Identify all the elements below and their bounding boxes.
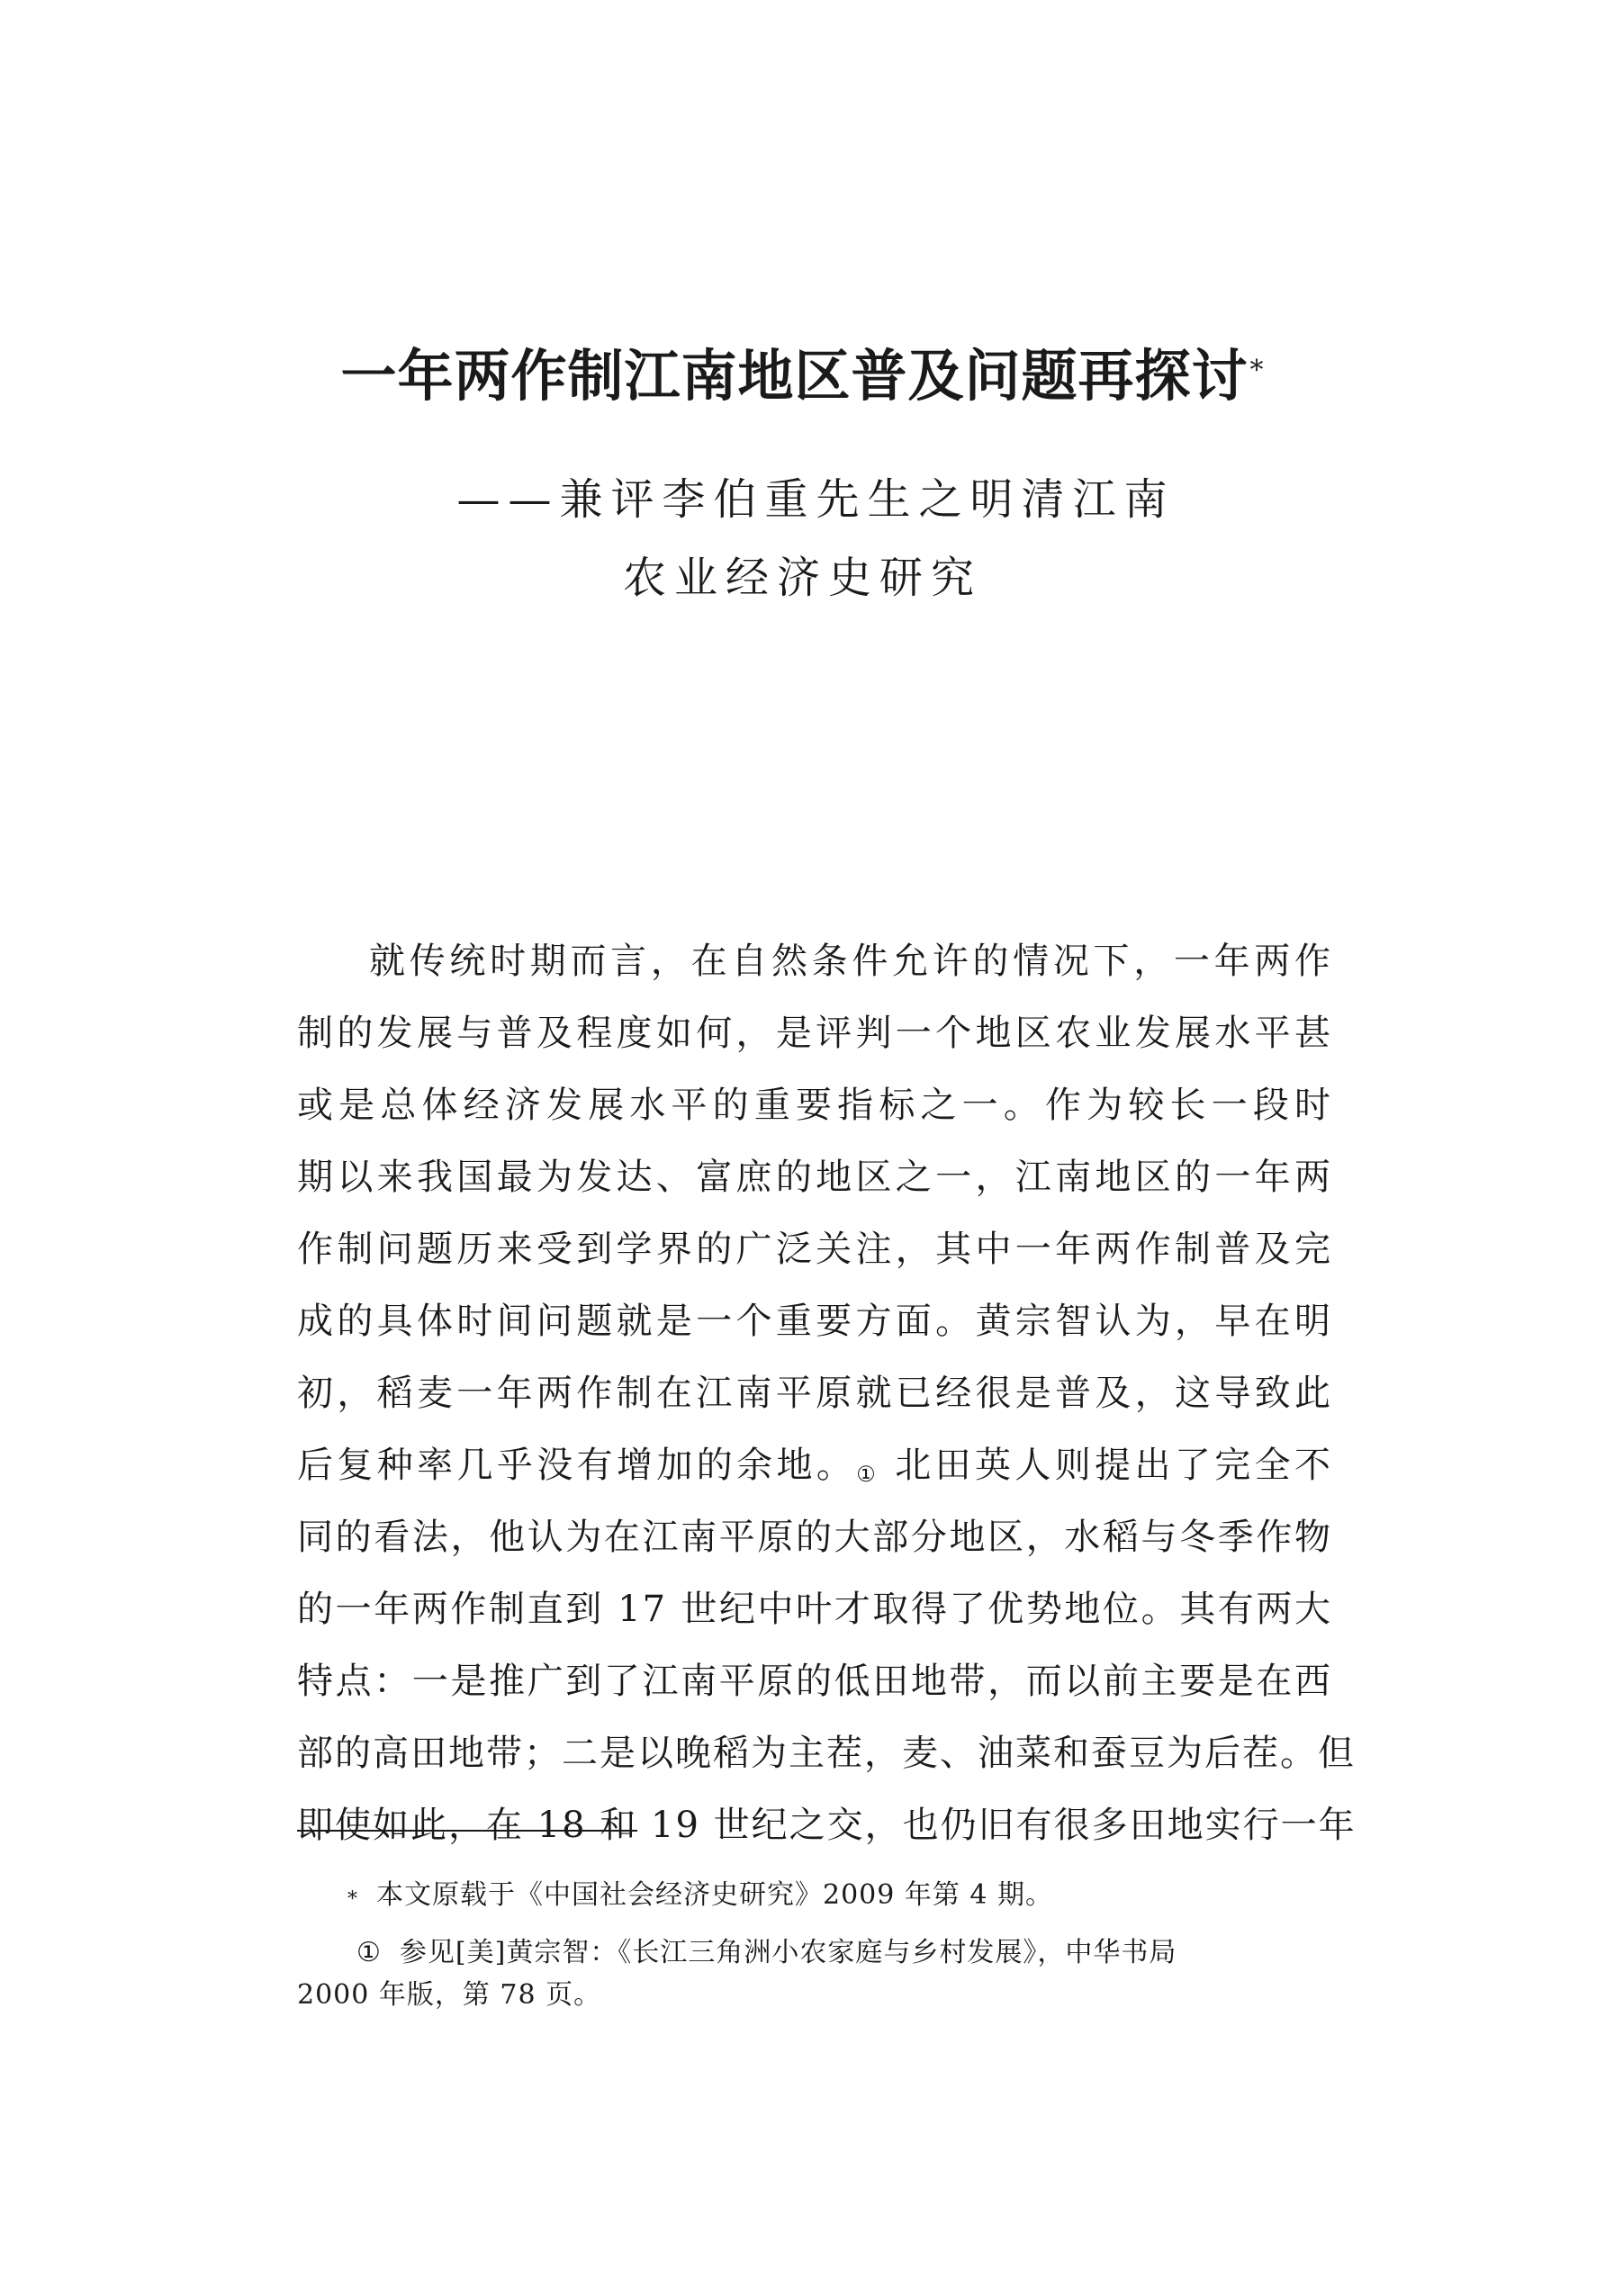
body-line: 部的高田地带；二是以晚稻为主茬，麦、油菜和蚕豆为后茬。但 — [297, 1733, 1356, 1774]
body-line: 期以来我国最为发达、富庶的地区之一，江南地区的一年两 — [297, 1157, 1332, 1198]
title-text: 一年两作制江南地区普及问题再探讨 — [340, 343, 1249, 409]
footnote-1-text: 参见[美]黄宗智：《长江三角洲小农家庭与乡村发展》，中华书局 — [399, 1937, 1177, 1968]
footnote-ref-1[interactable]: ① — [856, 1462, 880, 1487]
body-line: 的一年两作制直到 17 世纪中叶才取得了优势地位。其有两大 — [297, 1589, 1332, 1630]
body-line: 制的发展与普及程度如何，是评判一个地区农业发展水平甚 — [297, 1013, 1332, 1054]
footnote-star — [347, 1875, 1053, 1919]
body-line: 就传统时期而言，在自然条件允许的情况下，一年两作 — [369, 941, 1332, 982]
title-footnote-mark: * — [1249, 355, 1265, 386]
body-line: 成的具体时间问题就是一个重要方面。黄宗智认为，早在明 — [297, 1301, 1332, 1342]
body-line: 同的看法，他认为在江南平原的大部分地区，水稻与冬季作物 — [297, 1517, 1332, 1558]
body-line: 即使如此，在 18 和 19 世纪之交，也仍旧有很多田地实行一年 — [297, 1805, 1357, 1846]
subtitle-line-1: ——兼评李伯重先生之明清江南 — [456, 474, 1176, 525]
subtitle-line-2: 农业经济史研究 — [622, 553, 982, 603]
footnote-1-continuation: 2000 年版，第 78 页。 — [297, 1979, 602, 2011]
body-line: 特点：一是推广到了江南平原的低田地带，而以前主要是在西 — [297, 1661, 1332, 1702]
footnote-1 — [356, 1932, 1177, 1974]
body-paragraph — [297, 925, 1357, 1861]
body-line: 初，稻麦一年两作制在江南平原就已经很是普及，这导致此 — [297, 1373, 1332, 1414]
body-text-segment: 后复种率几乎没有增加的余地。 — [297, 1445, 857, 1486]
body-line: 或是总体经济发展水平的重要指标之一。作为较长一段时 — [297, 1085, 1332, 1126]
page-title — [0, 340, 1605, 412]
body-line: 作制问题历来受到学界的广泛关注，其中一年两作制普及完 — [297, 1229, 1332, 1270]
body-line-with-footnote-ref — [297, 1429, 1332, 1501]
footnote-star-marker: * — [347, 1888, 358, 1911]
footnote-1-marker: ① — [356, 1937, 382, 1968]
footnote-divider — [297, 1830, 637, 1832]
body-text-segment: 北田英人则提出了完全不 — [879, 1445, 1333, 1486]
footnote-star-text: 本文原载于《中国社会经济史研究》2009 年第 4 期。 — [376, 1879, 1054, 1911]
